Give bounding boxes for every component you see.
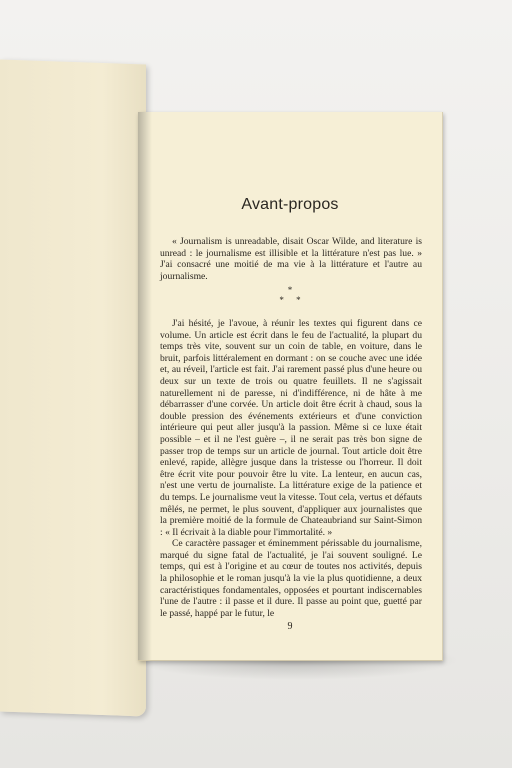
left-page-show-through	[10, 180, 130, 184]
asterism-top: *	[287, 285, 293, 295]
paragraph-2: Ce caractère passager et éminemment périssable du journalisme, marqué du signe fatal de l'actualité, je l'ai souvent souligné. Le temps, qui est à l'origine et au cœur de toutes nos activités, depuis la philosophie et le roman jusqu'à la vie la plus quotidienne, a deux caractéristiques fondamentales, opposées et pourtant indiscernables l'une de l'autre : il passe et il dure. Il passe au point que, guetté par le passé, happé par le futur, le	[160, 538, 422, 619]
epigraph-text: « Journalism is unreadable, disait Oscar Wilde, and literature is unread : le journalisme est illisible et la littérature n'est pas lue. » J'ai consacré une moitié de ma vie à la littérature et l'autre au journalisme.	[160, 236, 422, 282]
asterism-bottom: * *	[279, 295, 301, 305]
page-number: 9	[287, 621, 293, 632]
left-page	[0, 59, 146, 716]
page-gutter	[138, 112, 152, 660]
paragraph-1: J'ai hésité, je l'avoue, à réunir les textes qui figurent dans ce volume. Un article est écrit dans le feu de l'actualité, la plupart du temps très vite, souvent sur un coin de table, en voiture, dans le bruit, parfois littéralement en dormant : on se couche avec une idée et, au réveil, l'article est fait. J'ai rarement passé plus d'une heure ou deux sur un texte de trois ou quatre feuillets. Il ne s'agissait naturellement ni de paresse, ni d'indifférence, ni de hâte à me débarrasser d'une corvée. Un article doit être écrit à chaud, sous la double pression des événements extérieurs et d'une conviction intérieure qui peut aller jusqu'à la passion. Même si ce luxe était possible – et il ne l'est guère –, il ne serait pas très bon signe de passer trop de temps sur un article de journal. Tout article doit être enlevé, rapide, allègre jusque dans la tristesse ou l'horreur. Il doit être écrit vite pour pouvoir être lu vite. La lenteur, en aucun cas, n'est une vertu de journaliste. La littérature exige de la patience et du temps. Le journalisme veut la vitesse. Tout cela, vertus et défauts mêlés, ne permet, le plus souvent, d'appliquer aux journalistes que la première moitié de la formule de Chateaubriand sur Saint-Simon : « Il écrivait à la diable pour l'immortalité. »	[160, 318, 422, 538]
body-text	[160, 318, 422, 619]
chapter-title: Avant-propos	[241, 196, 339, 213]
epigraph	[160, 236, 422, 282]
